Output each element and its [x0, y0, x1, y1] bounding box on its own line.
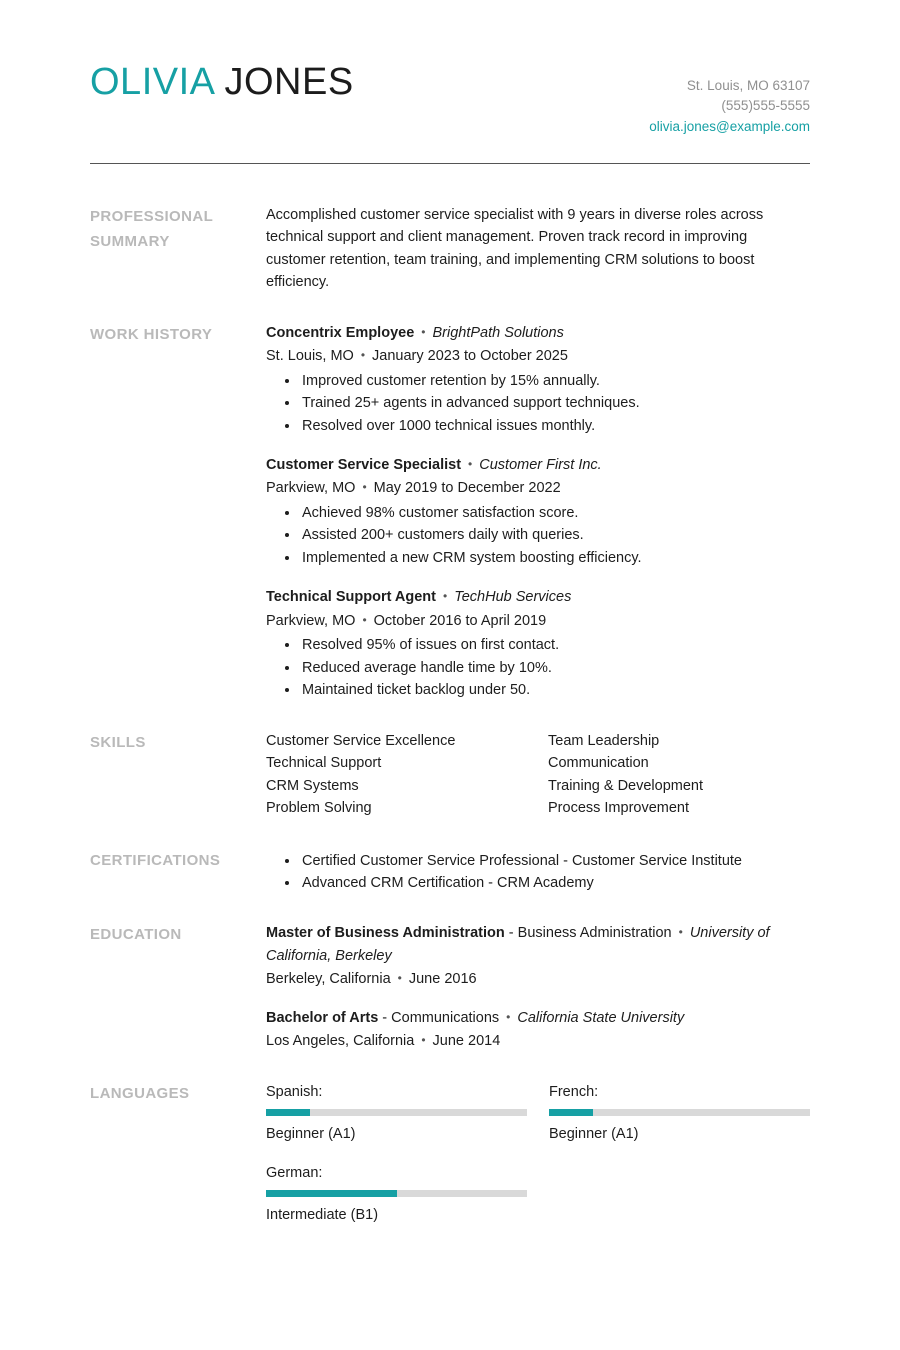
languages-content [266, 1081, 810, 1227]
degree-header [266, 1007, 810, 1029]
header [90, 62, 810, 137]
job-header [266, 322, 810, 344]
first-name: OLIVIA [90, 61, 214, 103]
skill-item: Problem Solving [266, 800, 372, 817]
contact-email-link[interactable]: olivia.jones@example.com [649, 118, 810, 134]
section-label-skills: SKILLS [90, 733, 146, 751]
certification-item: • Advanced CRM Certification - CRM Academy [300, 872, 810, 894]
skill-item: Technical Support [266, 755, 382, 772]
job-company: BrightPath Solutions [432, 324, 564, 341]
degree-entry [266, 922, 810, 990]
job-meta [266, 345, 810, 367]
last-name: JONES [224, 61, 354, 103]
language-proficiency-fill [266, 1109, 310, 1116]
separator-dot: • [421, 324, 426, 339]
job-bullet-list [266, 634, 810, 701]
skill-item: Team Leadership [548, 732, 660, 749]
separator-dash: - [382, 1009, 388, 1026]
section-work-history [90, 322, 810, 702]
work-history-content [266, 322, 810, 702]
degree-school: University of California, Berkeley [266, 925, 770, 964]
section-skills [90, 730, 810, 820]
degree-location: Berkeley, California [266, 971, 391, 988]
job-meta [266, 610, 810, 632]
skill-item: Training & Development [548, 777, 704, 794]
section-languages [90, 1081, 810, 1227]
job-dates: May 2019 to December 2022 [373, 480, 561, 497]
languages-grid [266, 1081, 810, 1227]
job-dates: January 2023 to October 2025 [372, 348, 568, 365]
degree-header [266, 922, 810, 967]
job-title: Technical Support Agent [266, 589, 436, 606]
degree-school: California State University [517, 1009, 685, 1026]
job-title: Concentrix Employee [266, 324, 415, 341]
job-header [266, 586, 810, 608]
section-label-work-history: WORK HISTORY [90, 325, 213, 343]
degree-meta [266, 968, 810, 990]
section-professional-summary [90, 204, 810, 294]
language-level: Beginner (A1) [266, 1126, 356, 1143]
skill-item: Customer Service Excellence [266, 732, 456, 749]
section-label-summary: PROFESSIONAL SUMMARY [90, 207, 213, 251]
separator-dot: • [362, 612, 367, 627]
language-name: German: [266, 1164, 323, 1181]
job-company: Customer First Inc. [479, 456, 602, 473]
job-location: Parkview, MO [266, 612, 356, 629]
skills-column-left [266, 730, 528, 820]
header-divider [90, 163, 810, 164]
language-level: Intermediate (B1) [266, 1207, 379, 1224]
contact-info [649, 76, 810, 137]
certifications-content [266, 848, 810, 895]
separator-dot: • [678, 925, 683, 940]
skills-column-right [548, 730, 810, 820]
job-bullet: • Assisted 200+ customers daily with queries. [300, 524, 810, 546]
education-content [266, 922, 810, 1052]
skills-content [266, 730, 810, 820]
contact-address: St. Louis, MO 63107 [686, 78, 810, 93]
skills-grid [266, 730, 810, 820]
job-bullet-list [266, 370, 810, 437]
section-label-languages: LANGUAGES [90, 1084, 190, 1102]
summary-content [266, 204, 810, 294]
job-bullet: • Resolved over 1000 technical issues monthly. [300, 415, 810, 437]
language-name: Spanish: [266, 1083, 323, 1100]
section-label-certifications: CERTIFICATIONS [90, 851, 221, 869]
language-proficiency-fill [266, 1190, 397, 1197]
job-company: TechHub Services [454, 589, 572, 606]
degree-field: Communications [391, 1009, 500, 1026]
job-bullet: • Achieved 98% customer satisfaction score. [300, 502, 810, 524]
skill-item: CRM Systems [266, 777, 359, 794]
language-name: French: [549, 1083, 599, 1100]
separator-dot: • [397, 971, 402, 986]
degree-location: Los Angeles, California [266, 1033, 415, 1050]
summary-text: Accomplished customer service specialist with 9 years in diverse roles across technical support and client management. Proven track record in improving customer retention, team training, and implementing CRM solutions to boost efficiency. [266, 206, 764, 291]
language-proficiency-bar [549, 1109, 810, 1116]
job-bullet: • Reduced average handle time by 10%. [300, 657, 810, 679]
section-education [90, 922, 810, 1052]
job-meta [266, 477, 810, 499]
job-bullet-list [266, 502, 810, 569]
job-header [266, 454, 810, 476]
separator-dot: • [468, 456, 473, 471]
separator-dot: • [442, 589, 448, 604]
separator-dot: • [506, 1009, 511, 1024]
skill-item: Process Improvement [548, 800, 690, 817]
job-entry [266, 322, 810, 437]
section-certifications [90, 848, 810, 895]
separator-dot: • [360, 348, 366, 363]
language-proficiency-bar [266, 1190, 527, 1197]
language-item [549, 1081, 810, 1146]
job-title: Customer Service Specialist [266, 456, 462, 473]
job-bullet: • Improved customer retention by 15% annually. [300, 370, 810, 392]
job-bullet: • Trained 25+ agents in advanced support techniques. [300, 392, 810, 414]
language-item [266, 1162, 527, 1227]
degree-date: June 2016 [408, 971, 477, 988]
separator-dash: - [508, 925, 514, 942]
certification-list [266, 850, 810, 895]
job-location: Parkview, MO [266, 480, 356, 497]
language-proficiency-bar [266, 1109, 527, 1116]
degree-entry [266, 1007, 810, 1053]
degree-name: Bachelor of Arts [266, 1009, 379, 1026]
degree-meta [266, 1030, 810, 1052]
skill-item: Communication [548, 755, 649, 772]
separator-dot: • [421, 1033, 426, 1048]
candidate-name [90, 62, 354, 104]
job-bullet: • Resolved 95% of issues on first contact. [300, 634, 810, 656]
degree-date: June 2014 [432, 1033, 501, 1050]
language-level: Beginner (A1) [549, 1126, 639, 1143]
job-entry [266, 454, 810, 569]
job-bullet: • Implemented a new CRM system boosting efficiency. [300, 547, 810, 569]
job-bullet: • Maintained ticket backlog under 50. [300, 679, 810, 701]
language-proficiency-fill [549, 1109, 593, 1116]
language-item [266, 1081, 527, 1146]
contact-phone: (555)555-5555 [721, 98, 810, 114]
separator-dot: • [362, 480, 367, 495]
degree-field: Business Administration [517, 925, 672, 942]
job-location: St. Louis, MO [266, 348, 354, 365]
section-label-education: EDUCATION [90, 926, 182, 944]
job-dates: October 2016 to April 2019 [373, 612, 547, 629]
job-entry [266, 586, 810, 701]
degree-name: Master of Business Administration [266, 925, 505, 942]
certification-item: • Certified Customer Service Professional - Customer Service Institute [300, 850, 810, 872]
